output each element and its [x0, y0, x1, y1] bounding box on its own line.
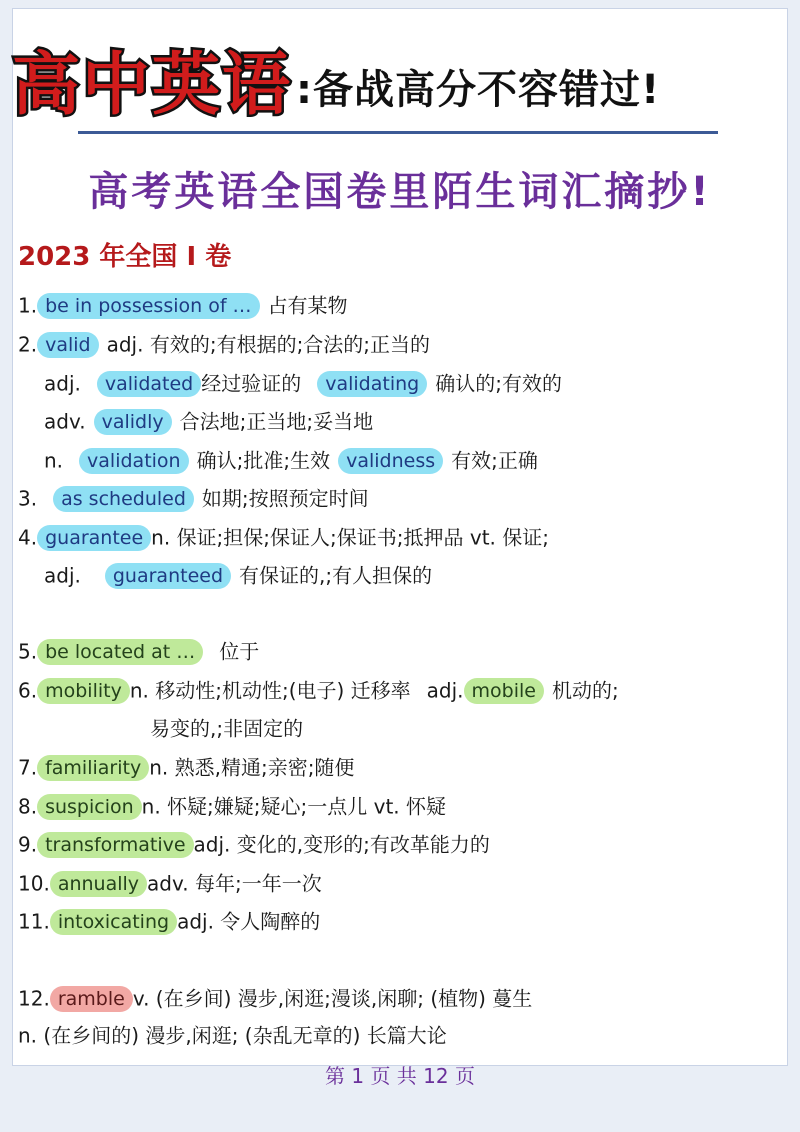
vocab-definition: 占有某物 [267, 293, 348, 318]
vocab-definition: n. 怀疑;嫌疑;疑心;一点儿 vt. 怀疑 [141, 794, 447, 819]
vocab-definition: v. (在乡间) 漫步,闲逛;漫谈,闲聊; (植物) 蔓生 [132, 986, 533, 1011]
vocab-word: be in possession of … [37, 293, 259, 319]
entry-number: 10. [18, 871, 50, 896]
part-of-speech: adj. [44, 371, 81, 396]
part-of-speech: adv. [44, 409, 86, 434]
entry-number: 4. [18, 525, 38, 550]
vocab-word: ramble [50, 986, 133, 1012]
vocab-word: intoxicating [50, 909, 177, 935]
vocab-definition: 位于 [219, 639, 260, 664]
part-of-speech: adj. [44, 563, 81, 588]
vocab-subentry [44, 364, 562, 400]
vocab-word: mobility [37, 678, 130, 704]
vocab-definition: n. (在乡间的) 漫步,闲逛; (杂乱无章的) 长篇大论 [18, 1023, 447, 1048]
vocab-word: validation [79, 448, 189, 474]
vocab-word: mobile [464, 678, 544, 704]
page-title [12, 36, 661, 125]
vocab-definition: 经过验证的 [201, 371, 302, 396]
vocab-continuation [18, 1016, 447, 1052]
subtitle: 高考英语全国卷里陌生词汇摘抄! [88, 169, 712, 215]
section-year-label: 2023 年全国 I 卷 [18, 242, 232, 272]
vocab-definition: 确认的;有效的 [435, 371, 562, 396]
vocab-entry-7 [18, 748, 354, 784]
vocab-definition: adv. 每年;一年一次 [147, 871, 322, 896]
vocab-subentry [44, 441, 538, 477]
vocab-definition: adj. 令人陶醉的 [177, 909, 321, 934]
vocab-definition: 确认;批准;生效 [196, 448, 331, 473]
vocab-subentry [44, 556, 432, 592]
vocab-definition: 合法地;正当地;妥当地 [179, 409, 374, 434]
vocab-continuation [150, 709, 303, 745]
part-of-speech: adj. [426, 678, 464, 703]
vocab-word: transformative [37, 832, 193, 858]
vocab-word: validness [338, 448, 443, 474]
vocab-definition: adj. 变化的,变形的;有改革能力的 [193, 832, 490, 857]
part-of-speech: n. [44, 448, 64, 473]
entry-number: 11. [18, 909, 50, 934]
vocab-entry-2 [18, 325, 430, 361]
entry-number: 1. [18, 293, 38, 318]
vocab-entry-11 [18, 902, 320, 938]
entry-number: 5. [18, 639, 38, 664]
vocab-word: be located at … [37, 639, 203, 665]
vocab-word: validated [97, 371, 201, 397]
entry-number: 3. [18, 486, 38, 511]
vocab-entry-9 [18, 825, 490, 861]
vocab-entry-10 [18, 864, 322, 900]
vocab-entry-4 [18, 518, 549, 554]
vocab-definition: 机动的; [552, 678, 619, 703]
entry-number: 6. [18, 678, 38, 703]
page-number: 第 1 页 共 12 页 [325, 1064, 475, 1088]
vocab-definition: 易变的,;非固定的 [150, 716, 304, 741]
vocab-entry-8 [18, 787, 446, 823]
vocab-entry-1 [18, 286, 348, 322]
vocab-word: annually [50, 871, 147, 897]
vocab-word: valid [37, 332, 99, 358]
vocab-word: validating [317, 371, 427, 397]
vocab-word: suspicion [37, 794, 142, 820]
vocab-word: familiarity [37, 755, 149, 781]
vocab-definition: 有效;正确 [451, 448, 538, 473]
entry-number: 2. [18, 332, 38, 357]
vocab-word: validly [94, 409, 172, 435]
vocab-definition: n. 移动性;机动性;(电子) 迁移率 [129, 678, 411, 703]
vocab-word: guaranteed [105, 563, 231, 589]
vocab-word: as scheduled [53, 486, 194, 512]
vocab-entry-5 [18, 632, 259, 668]
vocab-definition: 如期;按照预定时间 [201, 486, 369, 511]
vocab-definition: adj. 有效的;有根据的;合法的;正当的 [106, 332, 431, 357]
entry-number: 9. [18, 832, 38, 857]
vocab-definition: n. 保证;担保;保证人;保证书;抵押品 vt. 保证; [151, 525, 550, 550]
vocab-definition: n. 熟悉,精通;亲密;随便 [149, 755, 355, 780]
vocab-entry-3 [18, 479, 369, 515]
entry-number: 7. [18, 755, 38, 780]
title-main: 高中英语 [12, 46, 293, 125]
entry-number: 8. [18, 794, 38, 819]
vocab-subentry [44, 402, 373, 438]
vocab-definition: 有保证的,;有人担保的 [239, 563, 433, 588]
title-divider [78, 131, 718, 134]
vocab-entry-6 [18, 671, 619, 707]
vocab-word: guarantee [37, 525, 151, 551]
vocab-entry-12 [18, 979, 532, 1015]
entry-number: 12. [18, 986, 50, 1011]
title-sub: :备战高分不容错过! [296, 67, 661, 113]
